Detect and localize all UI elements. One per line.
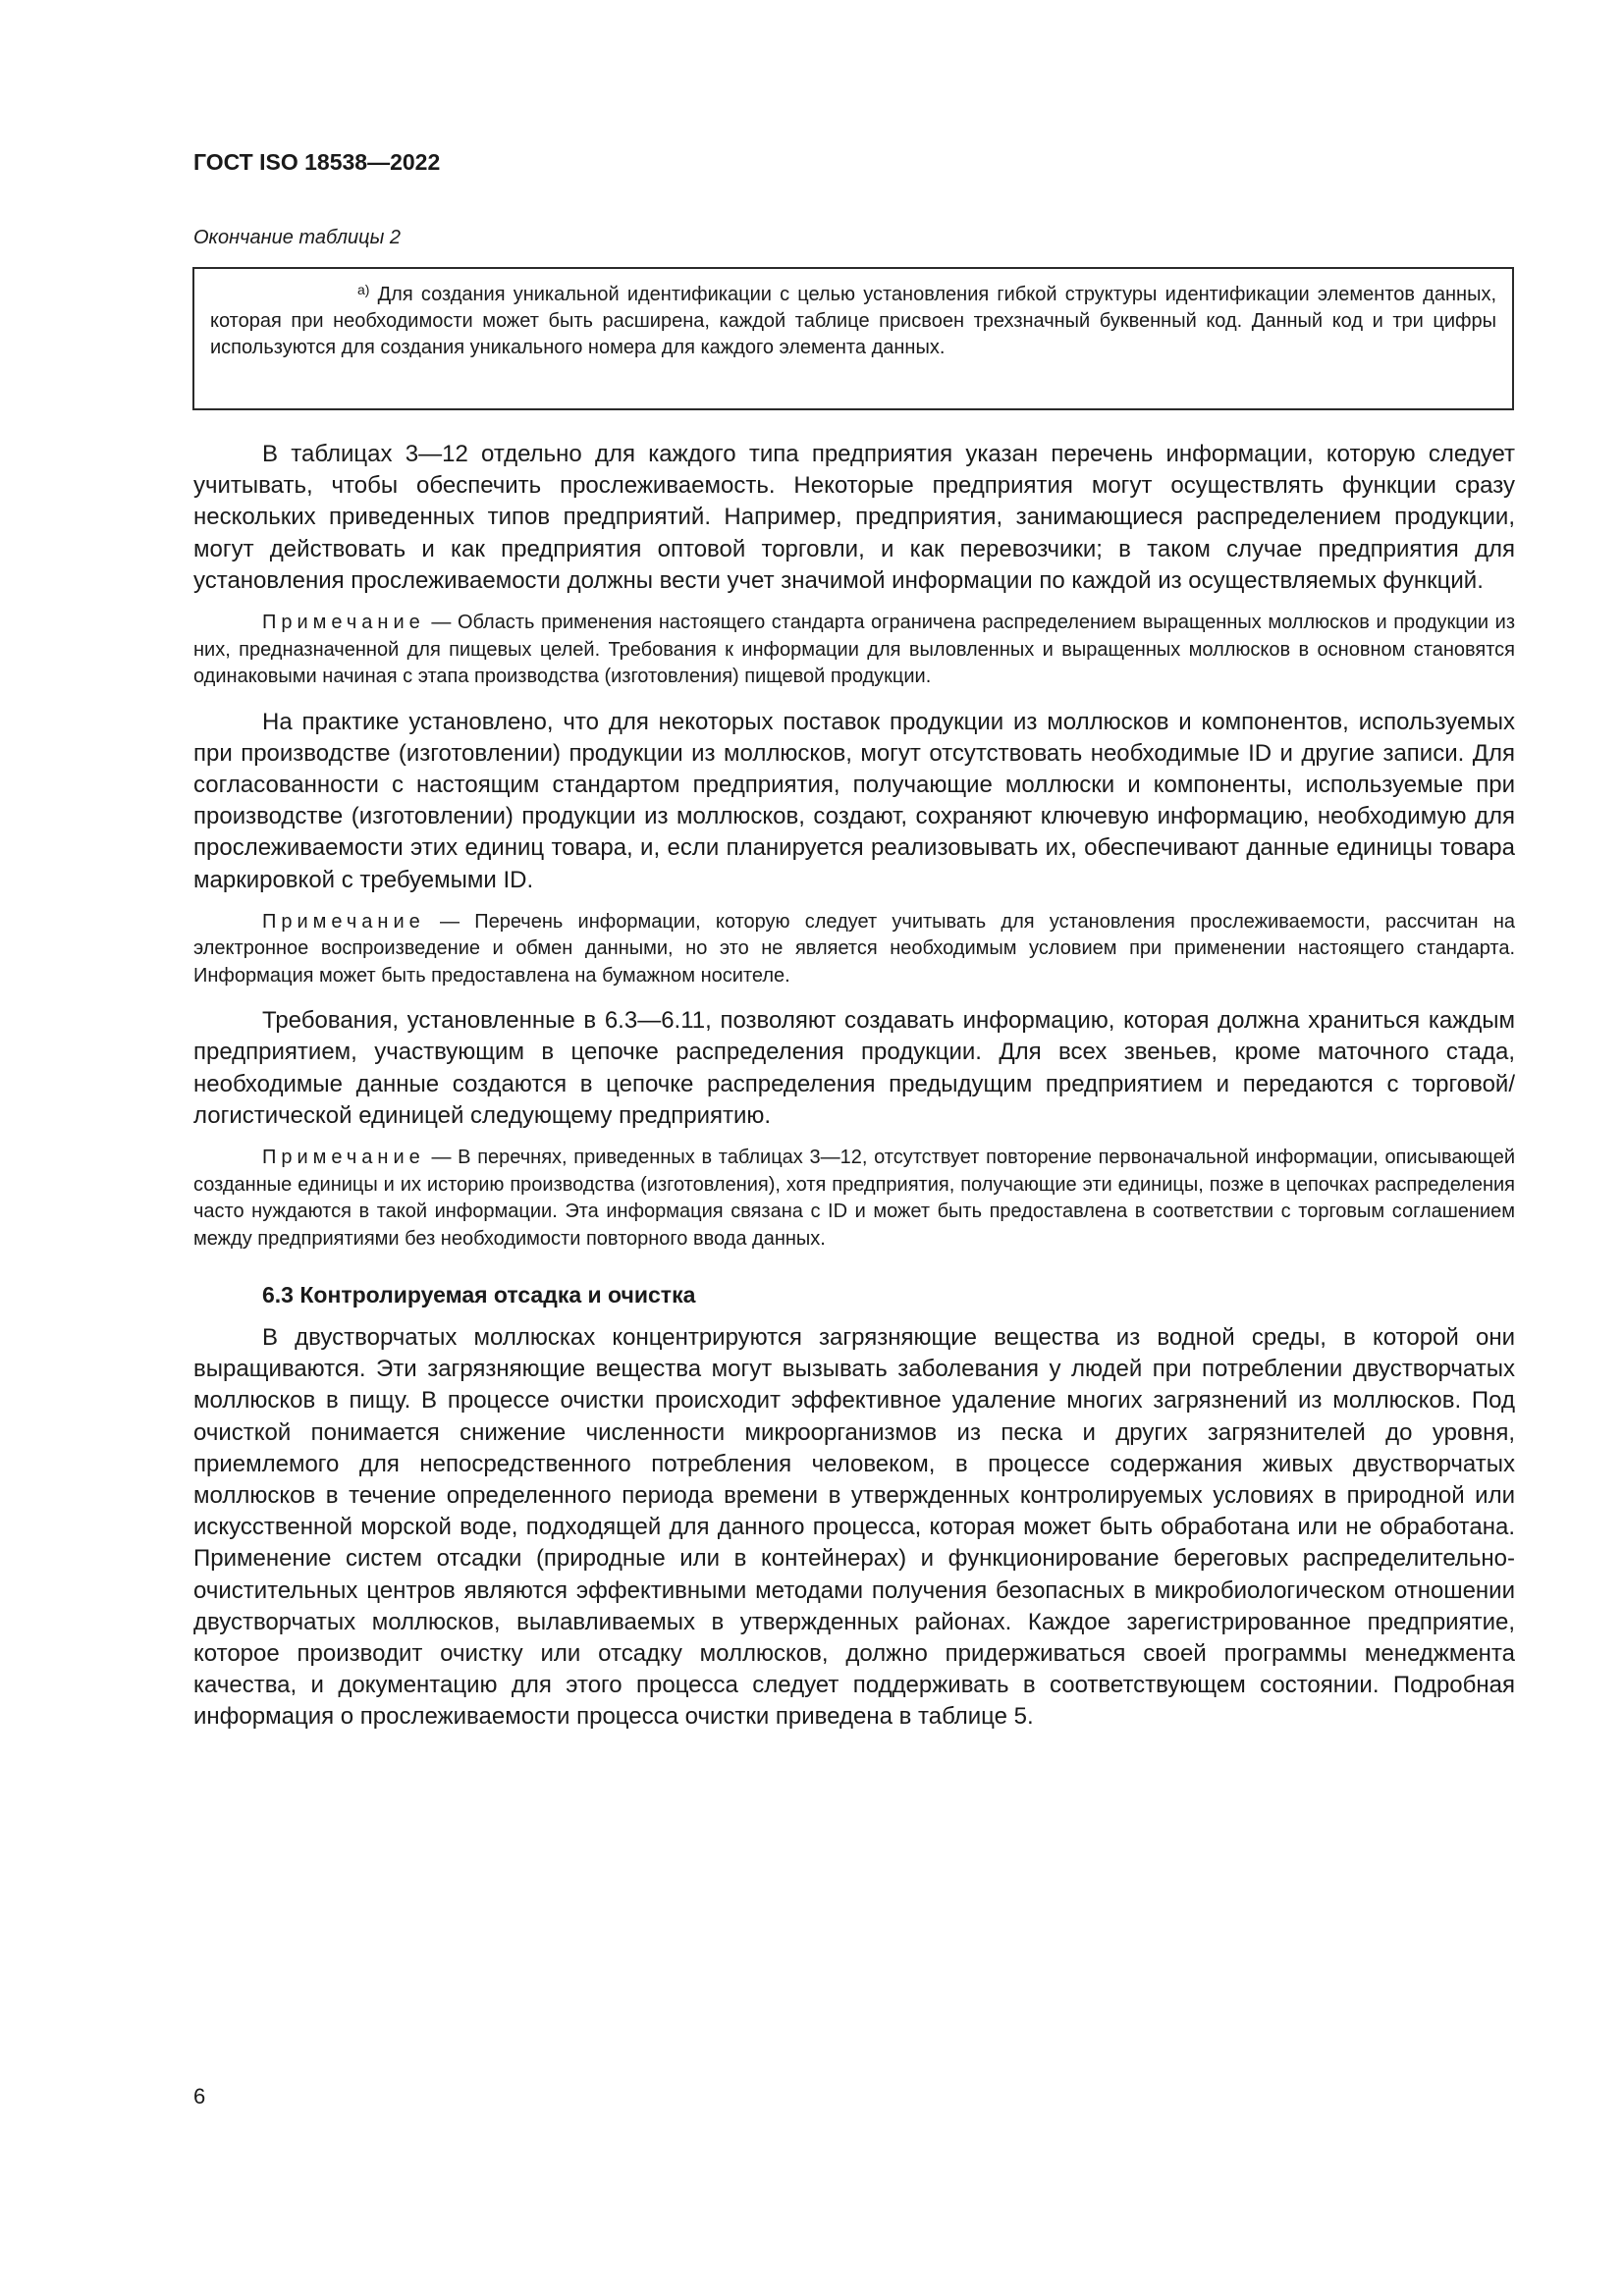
paragraph-depuration: В двустворчатых моллюсках концентрируются загрязняющие вещества из водной среды, в которой они выращиваются. Эти загрязняющие вещества могут вызывать заболевания у людей при потреблении двустворчатых моллюсков в пищу. В процессе очистки происходит эффективное удаление многих загрязнений из моллюсков. Под очисткой понимается снижение численности микроорганизмов из песка и других загрязнителей до уровня, приемлемого для непосредственного потребления человеком, в процессе содержания живых двустворчатых моллюсков в течение определенного периода времени в утвержденных контролируемых условиях в природной или искусственной морской воде, подходящей для данного процесса, которая может быть обработана или не обработана. Применение систем отсадки (природные или в контейнерах) и функционирование береговых распределительно-очистительных центров являются эффективными методами получения безопасных в микробиологическом отношении двустворчатых моллюсков, вылавливаемых в утвержденных районах. Каждое зарегистрированное предприятие, которое производит очистку или отсадку моллюсков, должно придерживаться своей программы менеджмента качества, и документацию для этого процесса следует поддерживать в соответствующем состоянии. Подробная информация о прослеживаемости процесса очистки приведена в таблице 5. <box>193 1324 1515 1731</box>
page-number: 6 <box>193 2084 206 2109</box>
footnote-text: Для создания уникальной идентификации с целью установления гибкой структуры идентификации элементов данных, которая при необходимости может быть расширена, каждой таблице присвоен трехзначный буквенный код. Данный код и три цифры используются для создания уникального номера для каждого элемента данных. <box>210 284 1496 358</box>
note-label: Примечание <box>262 612 425 634</box>
note-text: — Перечень информации, которую следует учитывать для установления прослеживаемости, рассчитан на электронное воспроизведение и обмен данными, но это не является необходимым условием при применении настоящего стандарта. Информация может быть предоставлена на бумажном носителе. <box>193 910 1515 987</box>
table-footnote-box <box>192 267 1514 410</box>
note-text: — Область применения настоящего стандарта ограничена распределением выращенных моллюсков и продукции из них, предназначенной для пищевых целей. Требования к информации для выловленных и выращенных моллюсков в основном становятся одинаковыми начиная с этапа производства (изготовления) пищевой продукции. <box>193 612 1515 688</box>
paragraph-requirements: Требования, установленные в 6.3—6.11, позволяют создавать информацию, которая должна храниться каждым предприятием, участвующим в цепочке распределения продукции. Для всех звеньев, кроме маточного стада, необходимые данные создаются в цепочке распределения предыдущим предприятием и передаются с торговой/логистической единицей следующему предприятию. <box>193 1007 1515 1129</box>
note-scope <box>193 610 1515 691</box>
footnote-marker: a) <box>357 282 370 297</box>
standard-identifier: ГОСТ ISO 18538—2022 <box>193 149 441 175</box>
footnote-text-block <box>210 277 1496 361</box>
table-continuation-caption: Окончание таблицы 2 <box>193 227 402 248</box>
main-body <box>193 439 1515 1746</box>
note-repetition <box>193 1145 1515 1253</box>
section-heading: 6.3 Контролируемая отсадка и очистка <box>262 1282 696 1308</box>
note-label: Примечание <box>262 910 425 933</box>
note-text: — В перечнях, приведенных в таблицах 3—12, отсутствует повторение первоначальной информации, описывающей созданные единицы и их историю производства (изготовления), хотя предприятия, получающие эти единицы, позже в цепочках распределения часто нуждаются в такой информации. Эта информация связана с ID и может быть предоставлена в соответствии с торговым соглашением между предприятиями без необходимости повторного ввода данных. <box>193 1147 1515 1250</box>
paragraph-missing-ids: На практике установлено, что для некоторых поставок продукции из моллюсков и компонентов, используемых при производстве (изготовлении) продукции из моллюсков, могут отсутствовать необходимые ID и другие записи. Для согласованности с настоящим стандартом предприятия, получающие моллюски и компоненты, используемые при производстве (изготовлении) продукции из моллюсков, создают, сохраняют ключевую информацию, необходимую для прослеживаемости этих единиц товара, и, если планируется реализовывать их, обеспечивают данные единицы товара маркировкой с требуемыми ID. <box>193 708 1515 893</box>
note-electronic-exchange <box>193 909 1515 990</box>
paragraph-enterprise-types: В таблицах 3—12 отдельно для каждого типа предприятия указан перечень информации, которую следует учитывать, чтобы обеспечить прослеживаемость. Некоторые предприятия могут осуществлять функции сразу нескольких приведенных типов предприятий. Например, предприятия, занимающиеся распределением продукции, могут действовать и как предприятия оптовой торговли, и как перевозчики; в таком случае предприятия для установления прослеживаемости должны вести учет значимой информации по каждой из осуществляемых функций. <box>193 441 1515 594</box>
note-label: Примечание <box>262 1147 425 1169</box>
